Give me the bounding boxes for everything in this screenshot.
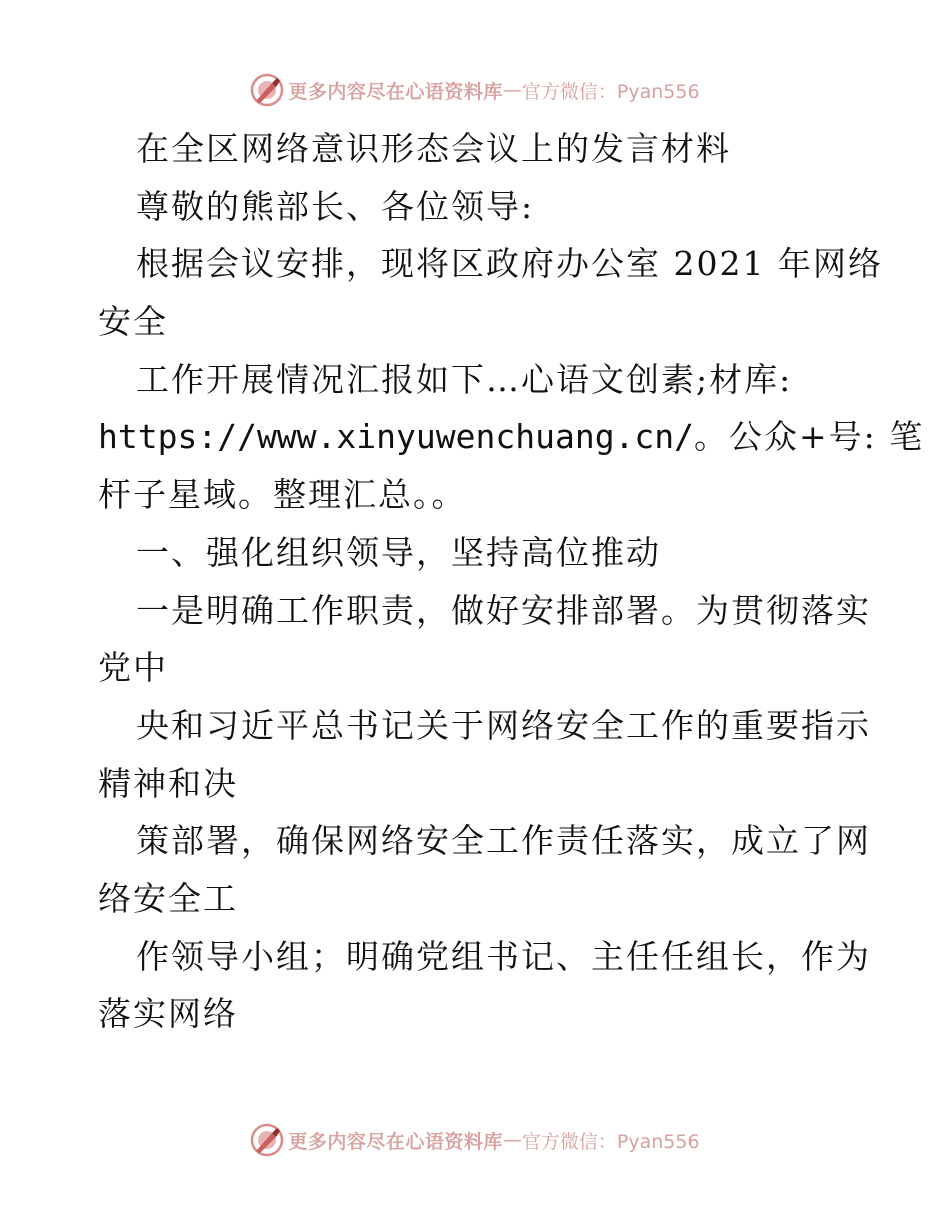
paragraph-line: 党中 [98,648,168,688]
pen-logo-icon [250,1123,284,1157]
document-title: 在全区网络意识形态会议上的发言材料 [136,129,731,168]
paragraph-line: 安全 [98,302,168,342]
watermark-text: 更多内容尽在心语资料库 [288,80,503,103]
section-heading: 一、强化组织领导，坚持高位推动 [136,532,661,572]
paragraph-line: 一是明确工作职责，做好安排部署。为贯彻落实 [136,590,871,630]
paragraph-line: 根据会议安排，现将区政府办公室 2021 年网络 [136,244,883,284]
salutation: 尊敬的熊部长、各位领导: [136,186,535,226]
watermark-wechat: 官方微信：Pyan556 [521,1130,700,1153]
paragraph-line: 央和习近平总书记关于网络安全工作的重要指示 [136,705,871,745]
watermark-text: 更多内容尽在心语资料库 [288,1130,503,1153]
paragraph-line: 工作开展情况汇报如下…心语文创素;材库: [136,359,793,399]
paragraph-line: 精神和决 [98,763,238,803]
watermark-dash: — [502,79,522,101]
paragraph-line-url [98,408,925,466]
header-watermark [0,70,950,110]
paragraph-text: 。公众+号: 笔 [694,417,925,457]
paragraph-line: 策部署，确保网络安全工作责任落实，成立了网 [136,821,871,861]
document-body [98,120,925,1043]
paragraph-line: 作领导小组；明确党组书记、主任任组长，作为 [136,936,871,976]
paragraph-line: 络安全工 [98,878,238,918]
paragraph-line: 杆子星域。整理汇总。。 [98,475,467,515]
pen-logo-icon [250,73,284,107]
paragraph-line: 落实网络 [98,994,238,1034]
watermark-dash: — [502,1129,522,1151]
website-link[interactable]: https://www.xinyuwenchuang.cn/ [98,417,695,457]
footer-watermark [0,1120,950,1160]
watermark-wechat: 官方微信：Pyan556 [521,80,700,103]
